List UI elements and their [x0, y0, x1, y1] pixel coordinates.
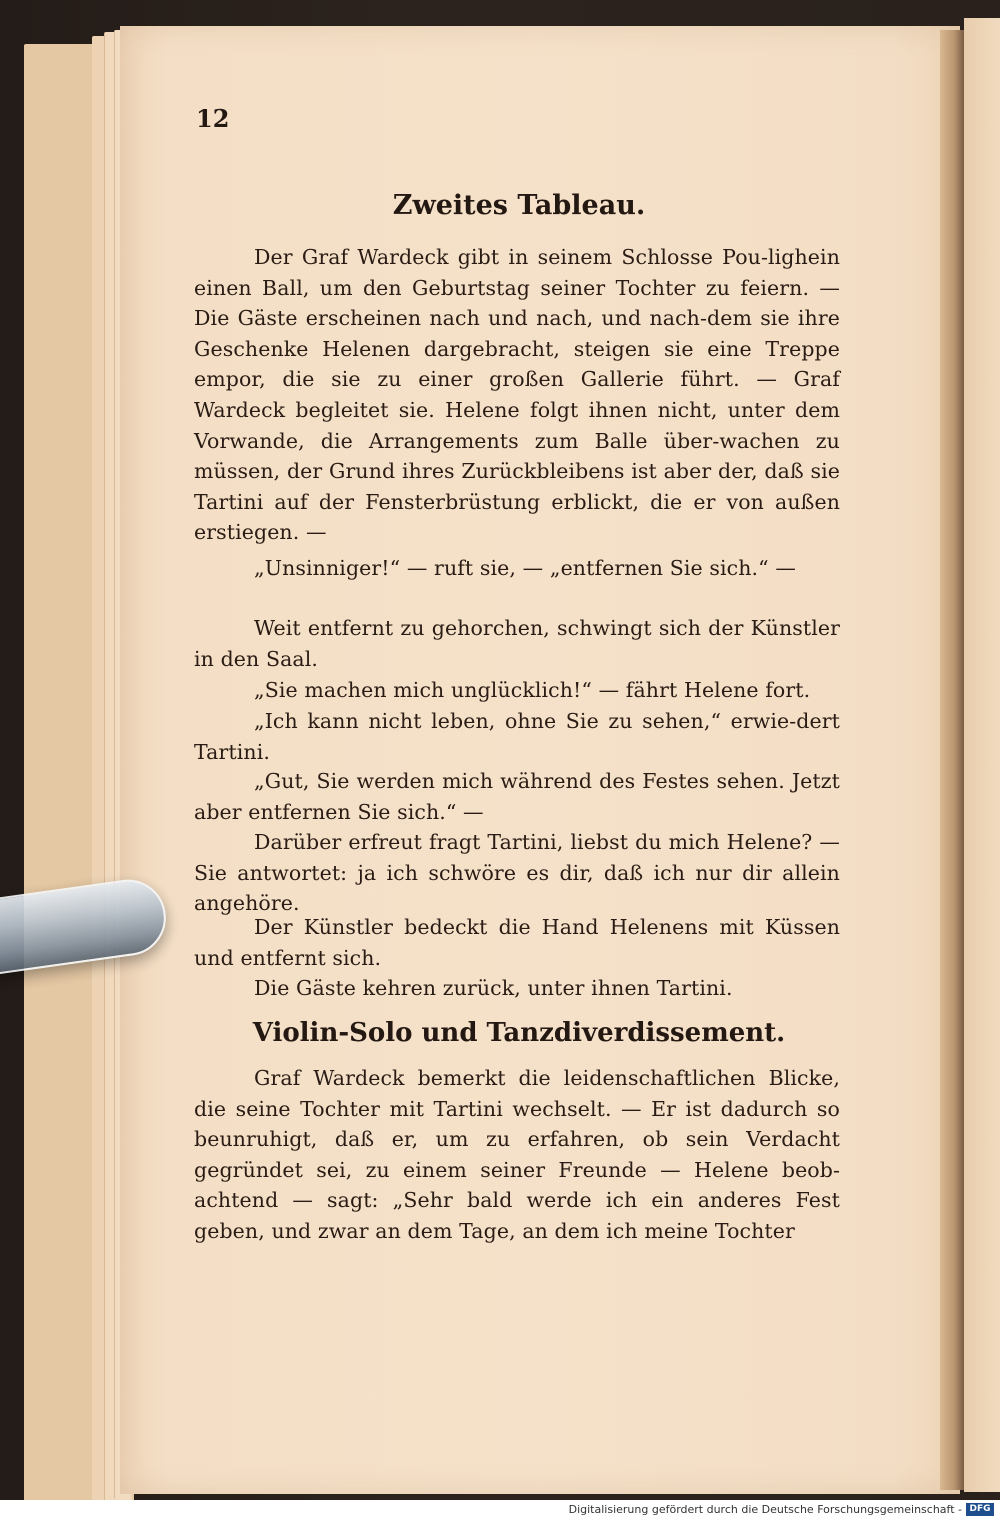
clip-body: [0, 875, 171, 978]
page-number: 12: [196, 104, 230, 133]
paragraph: „Unsinniger!“ — ruft sie, — „entfernen Sie sich.“ —: [254, 556, 796, 580]
paragraph: „Gut, Sie werden mich während des Festes sehen. Jetzt aber entfernen Sie sich.“ —: [194, 769, 840, 824]
paragraph: „Sie machen mich unglücklich!“ — fährt Helene fort.: [254, 678, 811, 702]
paragraph: „Ich kann nicht leben, ohne Sie zu sehen,“ erwie-dert Tartini.: [194, 709, 840, 764]
section-heading: Violin-Solo und Tanzdiverdissement.: [252, 1018, 786, 1048]
footer-credit: Digitalisierung gefördert durch die Deutsche Forschungsgemeinschaft -: [568, 1503, 962, 1516]
paragraph: Graf Wardeck bemerkt die leidenschaftlichen Blicke, die seine Tochter mit Tartini wechselt. — Er ist dadurch so beunruhigt, daß er, um zu erfahren, ob sein Verdacht gegründet sei, zu einem seiner Freunde — Helene beob-achtend — sagt: „Sehr bald werde ich ein anderes Fest geben, und zwar an dem Tage, an dem ich meine Tochter: [194, 1066, 840, 1243]
dfg-logo: DFG: [966, 1503, 994, 1516]
section-heading: Zweites Tableau.: [392, 190, 646, 221]
footer-bar: [0, 1500, 1000, 1521]
paragraph: Der Künstler bedeckt die Hand Helenens mit Küssen und entfernt sich.: [194, 915, 840, 970]
adjacent-page: [964, 18, 1000, 1492]
page-holder-clip: [0, 855, 178, 1021]
paragraph: Darüber erfreut fragt Tartini, liebst du mich Helene? — Sie antwortet: ja ich schwöre es dir, daß ich nur dir allein angehöre.: [194, 830, 840, 916]
paragraph: Der Graf Wardeck gibt in seinem Schlosse Pou-lighein einen Ball, um den Geburtstag seiner Tochter zu feiern. — Die Gäste erscheinen nach und nach, und nach-dem sie ihre Geschenke Helenen dargebracht, steigen sie eine Treppe empor, die sie zu einer großen Gallerie führt. — Graf Wardeck begleitet sie. Helene folgt ihnen nicht, unter dem Vorwande, die Arrangements zum Balle über-wachen zu müssen, der Grund ihres Zurückbleibens ist aber der, daß sie Tartini auf der Fensterbrüstung erblickt, die er von außen erstiegen. —: [194, 245, 840, 545]
book-gutter: [940, 30, 964, 1490]
paragraph: Die Gäste kehren zurück, unter ihnen Tartini.: [254, 976, 733, 1000]
paragraph: Weit entfernt zu gehorchen, schwingt sich der Künstler in den Saal.: [194, 616, 840, 671]
